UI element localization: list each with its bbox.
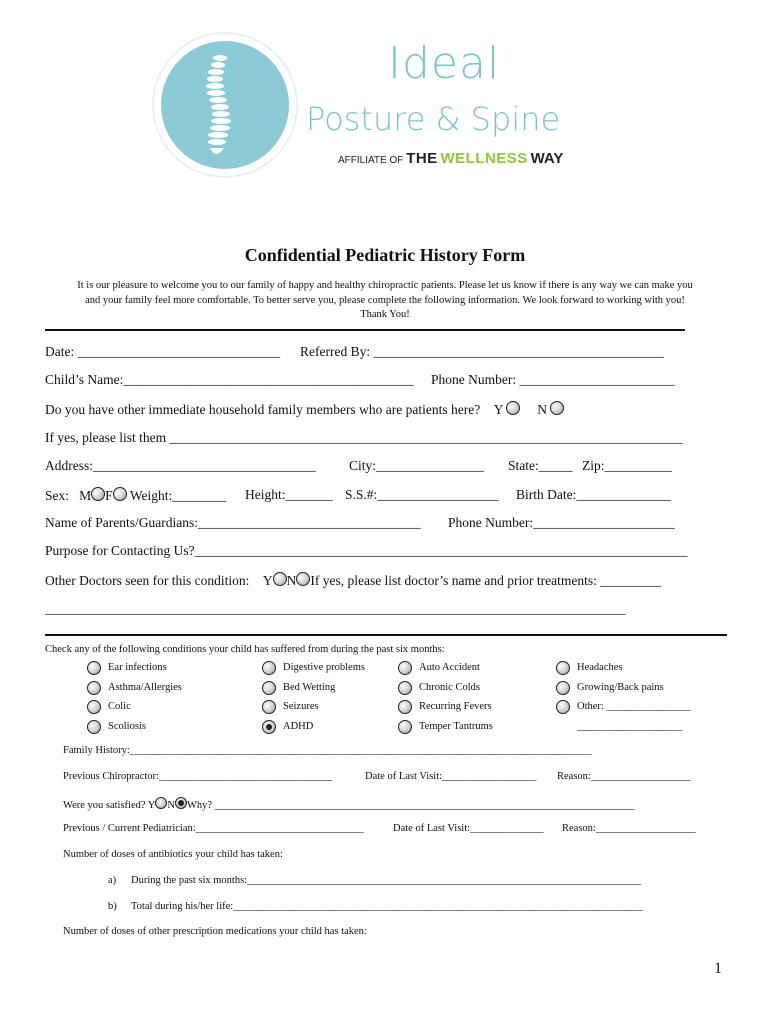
condition-recurring-fevers-label: Recurring Fevers (419, 701, 492, 712)
condition-bed-wetting-label: Bed Wetting (283, 682, 336, 693)
form-title: Confidential Pediatric History Form (244, 245, 526, 265)
weight-field[interactable]: Weight:________ (129, 488, 227, 503)
intro-text (45, 279, 725, 323)
other-doctors-yes-radio[interactable] (273, 572, 287, 586)
chiro-reason-field[interactable]: Reason:___________________ (557, 771, 691, 782)
satisfied-n-label: N (167, 800, 175, 811)
other-medications-question: Number of doses of other prescription medications your child has taken: (63, 926, 367, 937)
satisfied-y-label: Y (147, 800, 156, 811)
household-list-field[interactable]: If yes, please list them ____________________________________________________________________________ (45, 430, 683, 445)
satisfied-label: Were you satisfied? (63, 800, 146, 811)
date-field[interactable]: Date: ______________________________ (45, 344, 281, 359)
condition-digestive-label: Digestive problems (283, 662, 365, 673)
other-doctors-blank-line[interactable]: ______________________________________________________________________________________ (45, 601, 626, 616)
conditions-heading: Check any of the following conditions your child has suffered from during the past six months: (45, 644, 445, 655)
sex-label: Sex: (45, 488, 70, 503)
condition-growing-pains-label: Growing/Back pains (577, 682, 664, 693)
affiliate-the: THE (406, 150, 438, 167)
condition-scoliosis-checkbox[interactable] (87, 720, 101, 734)
sex-f-label: F (105, 488, 113, 503)
pediatrician-reason-field[interactable]: Reason:___________________ (562, 823, 696, 834)
condition-temper-tantrums-checkbox[interactable] (398, 720, 412, 734)
affiliate-wellness: WELLNESS (440, 150, 528, 167)
sex-weight-row (45, 487, 226, 504)
condition-bed-wetting-checkbox[interactable] (262, 681, 276, 695)
state-field[interactable]: State:_____ (508, 458, 573, 473)
antibiotics-b-label: b) (108, 901, 117, 912)
other-doctors-no-radio[interactable] (296, 572, 310, 586)
height-field[interactable]: Height:_______ (245, 487, 333, 502)
condition-seizures-checkbox[interactable] (262, 700, 276, 714)
condition-colic-label: Colic (108, 701, 131, 712)
other-doctors-row (45, 572, 661, 589)
condition-auto-accident-label: Auto Accident (419, 662, 480, 673)
parents-field[interactable]: Name of Parents/Guardians:_________________________________ (45, 515, 421, 530)
intro-line-2: and your family feel more comfortable. To better serve you, please complete the following information. We look forward to working with you! (85, 294, 685, 306)
condition-headaches-checkbox[interactable] (556, 661, 570, 675)
condition-recurring-fevers-checkbox[interactable] (398, 700, 412, 714)
divider-conditions (45, 634, 727, 636)
chiro-last-visit-field[interactable]: Date of Last Visit:__________________ (365, 771, 537, 782)
city-field[interactable]: City:________________ (349, 458, 485, 473)
intro-line-3: Thank You! (360, 309, 410, 320)
condition-digestive-checkbox[interactable] (262, 661, 276, 675)
condition-chronic-colds-checkbox[interactable] (398, 681, 412, 695)
other-doctors-label: Other Doctors seen for this condition: (45, 573, 250, 588)
address-field[interactable]: Address:_________________________________ (45, 458, 316, 473)
condition-colic-checkbox[interactable] (87, 700, 101, 714)
previous-chiropractor-field[interactable]: Previous Chiropractor:_________________________________ (63, 771, 333, 782)
satisfied-row (63, 797, 635, 811)
household-question (45, 401, 564, 418)
birth-date-field[interactable]: Birth Date:______________ (516, 487, 671, 502)
antibiotics-question: Number of doses of antibiotics your child has taken: (63, 849, 283, 860)
sex-m-label: M (79, 488, 92, 503)
other-doctors-n-label: N (286, 573, 297, 588)
condition-ear-infections-label: Ear infections (108, 662, 167, 673)
household-n-label: N (537, 402, 547, 417)
condition-asthma-label: Asthma/Allergies (108, 682, 182, 693)
household-question-label: Do you have other immediate household family members who are patients here? (45, 402, 481, 417)
condition-other-field[interactable]: Other: ________________ (577, 701, 691, 712)
affiliate-way: WAY (530, 150, 564, 167)
family-history-field[interactable]: Family History:________________________________________________________________________________________ (63, 745, 592, 756)
childs-name-field[interactable]: Child’s Name:___________________________________________ (45, 372, 414, 387)
intro-line-1: It is our pleasure to welcome you to our family of happy and healthy chiropractic patients. Please let us know if there is any way we can make you (77, 280, 693, 291)
condition-seizures-label: Seizures (283, 701, 319, 712)
antibiotics-a-label: a) (108, 875, 117, 886)
condition-headaches-label: Headaches (577, 662, 623, 673)
spine-circle-logo (150, 30, 300, 180)
condition-ear-infections-checkbox[interactable] (87, 661, 101, 675)
antibiotics-six-months-field[interactable]: During the past six months:___________________________________________________________________________ (131, 875, 641, 886)
other-doctors-y-label: Y (262, 573, 273, 588)
brand-name-ideal: Ideal (388, 38, 501, 89)
condition-adhd-label: ADHD (283, 721, 314, 732)
condition-scoliosis-label: Scoliosis (108, 721, 146, 732)
antibiotics-lifetime-field[interactable]: Total during his/her life:______________________________________________________________________________ (131, 901, 643, 912)
condition-temper-tantrums-label: Temper Tantrums (419, 721, 493, 732)
ss-field[interactable]: S.S.#:__________________ (345, 487, 499, 502)
household-yes-radio[interactable] (506, 401, 520, 415)
purpose-field[interactable]: Purpose for Contacting Us?_________________________________________________________________________ (45, 543, 688, 558)
affiliate-line (338, 150, 563, 167)
condition-other-extra-line[interactable]: ____________________ (577, 721, 682, 732)
household-y-label: Y (493, 402, 503, 417)
condition-adhd-checkbox[interactable] (262, 720, 276, 734)
sex-f-radio[interactable] (113, 487, 127, 501)
household-no-radio[interactable] (550, 401, 564, 415)
sex-m-radio[interactable] (91, 487, 105, 501)
condition-other-checkbox[interactable] (556, 700, 570, 714)
phone-number-field[interactable]: Phone Number: _______________________ (431, 372, 675, 387)
page-number: 1 (714, 960, 722, 977)
condition-auto-accident-checkbox[interactable] (398, 661, 412, 675)
condition-growing-pains-checkbox[interactable] (556, 681, 570, 695)
referred-by-field[interactable]: Referred By: ___________________________________________ (300, 344, 664, 359)
other-doctors-followup[interactable]: If yes, please list doctor’s name and prior treatments: _________ (310, 573, 662, 588)
zip-field[interactable]: Zip:__________ (582, 458, 672, 473)
divider-top (45, 329, 685, 331)
satisfied-no-radio[interactable] (175, 797, 187, 809)
condition-asthma-checkbox[interactable] (87, 681, 101, 695)
affiliate-prefix: AFFILIATE OF (338, 155, 404, 166)
satisfied-why-field[interactable]: Why? ________________________________________________________________________________ (186, 800, 635, 811)
pediatrician-field[interactable]: Previous / Current Pediatrician:________________________________ (63, 823, 364, 834)
brand-name-posture-spine: Posture & Spine (306, 100, 561, 138)
parents-phone-field[interactable]: Phone Number:_____________________ (448, 515, 675, 530)
satisfied-yes-radio[interactable] (155, 797, 167, 809)
condition-chronic-colds-label: Chronic Colds (419, 682, 480, 693)
pediatrician-last-visit-field[interactable]: Date of Last Visit:______________ (393, 823, 544, 834)
